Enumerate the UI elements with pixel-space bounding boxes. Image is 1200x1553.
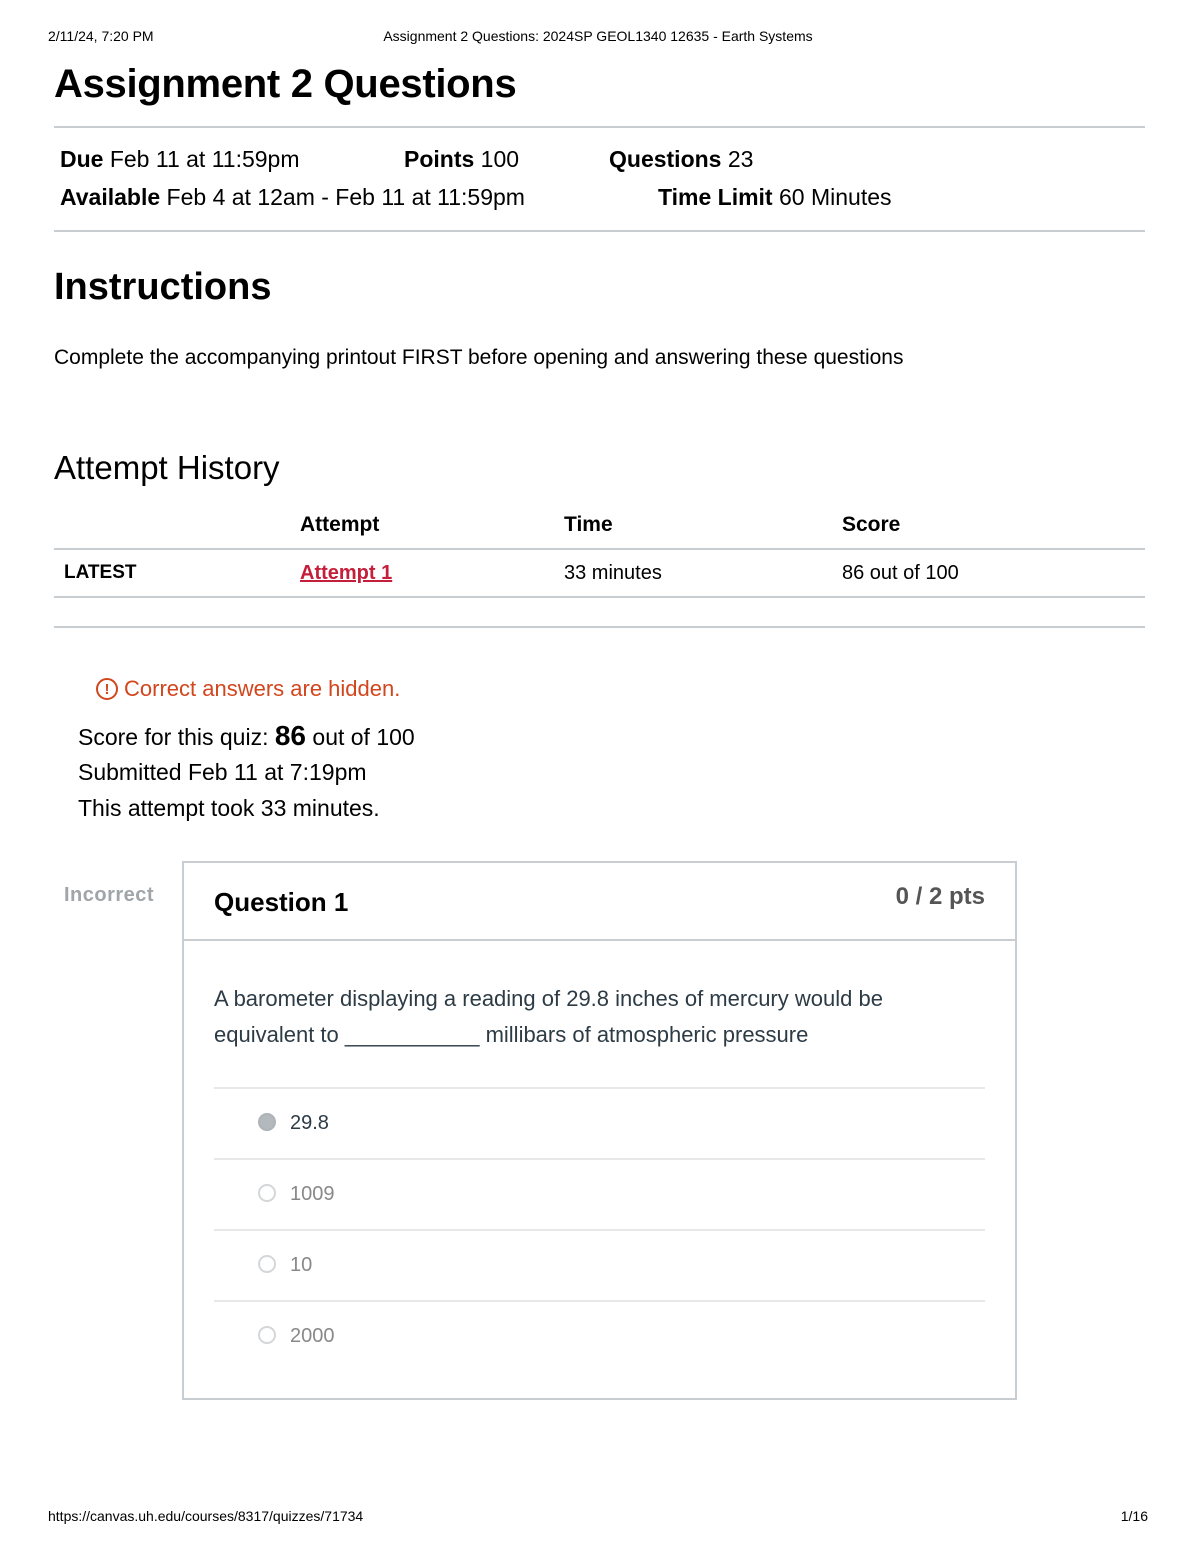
question-text: A barometer displaying a reading of 29.8 inches of mercury would be equivalent to ___________ millibars of atmospheric pressure bbox=[214, 986, 883, 1047]
radio-icon[interactable] bbox=[258, 1184, 276, 1202]
column-header-score: Score bbox=[832, 502, 1145, 549]
due-label: Due bbox=[60, 146, 104, 172]
score-cell: 86 out of 100 bbox=[832, 549, 1145, 597]
time-limit-value: 60 Minutes bbox=[779, 184, 892, 210]
column-header-attempt: Attempt bbox=[290, 502, 554, 549]
answer-option[interactable] bbox=[214, 1300, 985, 1371]
question-points: 0 / 2 pts bbox=[895, 883, 985, 910]
instructions-heading: Instructions bbox=[54, 266, 272, 308]
page-title: Assignment 2 Questions bbox=[54, 62, 517, 106]
question-1-card bbox=[182, 861, 1017, 1400]
time-cell: 33 minutes bbox=[554, 549, 832, 597]
due-value: Feb 11 at 11:59pm bbox=[109, 146, 300, 172]
score-suffix: out of 100 bbox=[312, 724, 415, 750]
questions-detail bbox=[609, 140, 753, 178]
answer-label: 1009 bbox=[290, 1183, 335, 1205]
print-header bbox=[48, 28, 1148, 48]
attempt-cell bbox=[290, 549, 554, 597]
main-content bbox=[54, 58, 1145, 826]
questions-value: 23 bbox=[727, 146, 754, 172]
radio-selected-icon[interactable] bbox=[258, 1113, 276, 1131]
time-limit-detail bbox=[658, 178, 892, 216]
radio-icon[interactable] bbox=[258, 1326, 276, 1344]
question-name: Question 1 bbox=[214, 887, 349, 917]
print-page-number: 1/16 bbox=[1120, 1508, 1148, 1524]
answer-option[interactable] bbox=[214, 1087, 985, 1158]
divider bbox=[54, 230, 1145, 232]
quiz-summary bbox=[78, 718, 1145, 826]
print-date: 2/11/24, 7:20 PM bbox=[48, 28, 154, 44]
column-header-time: Time bbox=[554, 502, 832, 549]
question-status-incorrect: Incorrect bbox=[64, 884, 155, 906]
divider bbox=[54, 626, 1145, 628]
question-header bbox=[184, 863, 1015, 941]
quiz-details bbox=[54, 140, 1145, 216]
submitted-line: Submitted Feb 11 at 7:19pm bbox=[78, 759, 367, 785]
duration-line: This attempt took 33 minutes. bbox=[78, 795, 380, 821]
attempt-table-header-row bbox=[54, 502, 1145, 549]
score-label: Score for this quiz: bbox=[78, 724, 269, 750]
answer-list bbox=[214, 1087, 985, 1371]
latest-tag: LATEST bbox=[54, 549, 290, 597]
print-document-title: Assignment 2 Questions: 2024SP GEOL1340 12635 - Earth Systems bbox=[383, 28, 813, 44]
points-label: Points bbox=[404, 146, 475, 172]
answer-label: 2000 bbox=[290, 1325, 335, 1347]
answer-option[interactable] bbox=[214, 1229, 985, 1300]
points-value: 100 bbox=[480, 146, 520, 172]
available-value: Feb 4 at 12am - Feb 11 at 11:59pm bbox=[166, 184, 525, 210]
answer-option[interactable] bbox=[214, 1158, 985, 1229]
instructions-text: Complete the accompanying printout FIRST before opening and answering these questions bbox=[54, 346, 904, 369]
radio-icon[interactable] bbox=[258, 1255, 276, 1273]
divider bbox=[54, 126, 1145, 128]
attempt-history-heading: Attempt History bbox=[54, 449, 280, 486]
answer-label: 29.8 bbox=[290, 1112, 329, 1134]
score-line bbox=[78, 718, 1145, 754]
print-url: https://canvas.uh.edu/courses/8317/quizzes/71734 bbox=[48, 1508, 364, 1524]
alert-icon: ! bbox=[96, 678, 118, 700]
answers-hidden-notice bbox=[96, 676, 1145, 702]
column-header-tag bbox=[54, 502, 290, 549]
points-detail bbox=[404, 140, 519, 178]
answer-label: 10 bbox=[290, 1254, 313, 1276]
due-detail bbox=[60, 140, 300, 178]
print-footer bbox=[48, 1508, 1148, 1528]
notice-text: Correct answers are hidden. bbox=[124, 676, 401, 701]
table-row bbox=[54, 549, 1145, 597]
score-value: 86 bbox=[274, 720, 307, 751]
questions-label: Questions bbox=[609, 146, 722, 172]
attempt-1-link[interactable]: Attempt 1 bbox=[300, 561, 393, 584]
time-limit-label: Time Limit bbox=[658, 184, 773, 210]
available-label: Available bbox=[60, 184, 161, 210]
attempt-history-table bbox=[54, 502, 1145, 598]
available-detail bbox=[60, 178, 525, 216]
